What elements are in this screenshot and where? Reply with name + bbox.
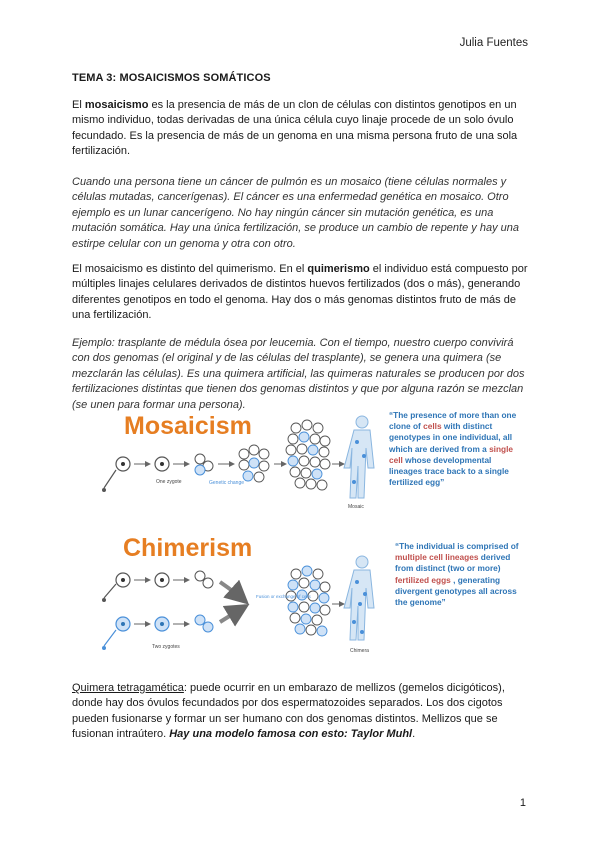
chimerism-lineage — [102, 556, 374, 650]
label-chimera: Chimera — [350, 648, 369, 654]
document-title: TEMA 3: MOSAICISMOS SOMÁTICOS — [72, 72, 271, 84]
label-one-zygote: One zygote — [156, 479, 182, 485]
label-two-zygotes: Two zygotes — [152, 644, 180, 650]
paragraph-chimerism-definition: El mosaicismo es distinto del quimerismo. En el quimerismo el individuo está compuesto por múltiples linajes celulares derivados de distintos huevos fertilizados (dos o más), generando diferentes genotipos en todo el genoma. Hay dos o más genomas distintos fruto de más de una fertilización. — [72, 263, 528, 322]
paragraph-transplant-example: Ejemplo: trasplante de médula ósea por leucemia. Con el tiempo, nuestro cuerpo convivirá con dos genomas (el original y de las células del trasplante), se genera una quimera (se mezclarán las células). Es una quimera artificial, las quimeras naturales se producen por dos fertilizaciones distintas que tienen dos genomas distintos y que por alguna razón se mezclan (se unen para formar una persona). — [72, 337, 525, 411]
sperm-icon — [104, 470, 116, 488]
human-figure-chimera — [344, 556, 374, 640]
keyword-mosaicismo: mosaicismo — [84, 99, 149, 111]
paragraph-mosaicism-definition: El mosaicismo es la presencia de más de un clon de células con distintos genotipos en un mismo individuo, todas derivadas de una única célula cuyo linaje procede de un solo óvulo fecundado. Es la presencia de más de un genoma en una misma persona fruto de una sola fertilización. — [72, 99, 518, 158]
term-tetragametic-chimera: Quimera tetragamética — [72, 682, 184, 694]
page-number: 1 — [519, 797, 526, 809]
figure-diagram — [96, 408, 396, 676]
quote-chimerism: “The individual is comprised of multiple cell lineages derived from distinct (two or more) fertilized eggs , generating divergent genotypes all across the genome” — [395, 541, 519, 608]
quote-mosaicism: “The presence of more than one clone of cells with distinct genotypes in one individual, all which are derived from a single cell whose developmental lineages trace back to a single fertilized egg” — [389, 410, 517, 488]
human-figure-mosaic — [344, 416, 374, 498]
label-mosaic: Mosaic — [348, 504, 364, 510]
mosaicism-chimerism-figure — [96, 408, 526, 676]
blastocyst — [286, 420, 330, 490]
figure-title-mosaicism: Mosaicism — [124, 412, 252, 440]
label-fusion: Fusion or exchange of cells — [256, 594, 311, 599]
label-genetic-change: Genetic change — [209, 480, 245, 486]
chimera-blastocyst — [286, 566, 330, 636]
paragraph-tetragametic-chimera: Quimera tetragamética: puede ocurrir en un embarazo de mellizos (gemelos dicigóticos), donde hay dos óvulos fecundados por dos espermatozoides separados. Los dos cigotos pueden fusionarse y formar un ser humano con dos genomas distintos. Mellizos que se fusionan intraútero. Hay una modelo famosa con esto: Taylor Muhl. — [72, 682, 505, 741]
author-name: Julia Fuentes — [459, 37, 528, 49]
cell-cluster — [239, 445, 269, 482]
paragraph-cancer-example: Cuando una persona tiene un cáncer de pulmón es un mosaico (tiene células normales y células mutadas, cancerígenas). El cáncer es una enfermedad genética en mosaico. Otro ejemplo es un lunar cancerígeno. No hay ningún cáncer sin mutación genética, es una mutación somática. Hay una única fertilización, se produce un cambio de repente y hay una estirpe celular con un genoma y otra con otro. — [72, 176, 519, 250]
figure-title-chimerism: Chimerism — [123, 534, 253, 562]
keyword-quimerismo: quimerismo — [307, 263, 370, 275]
